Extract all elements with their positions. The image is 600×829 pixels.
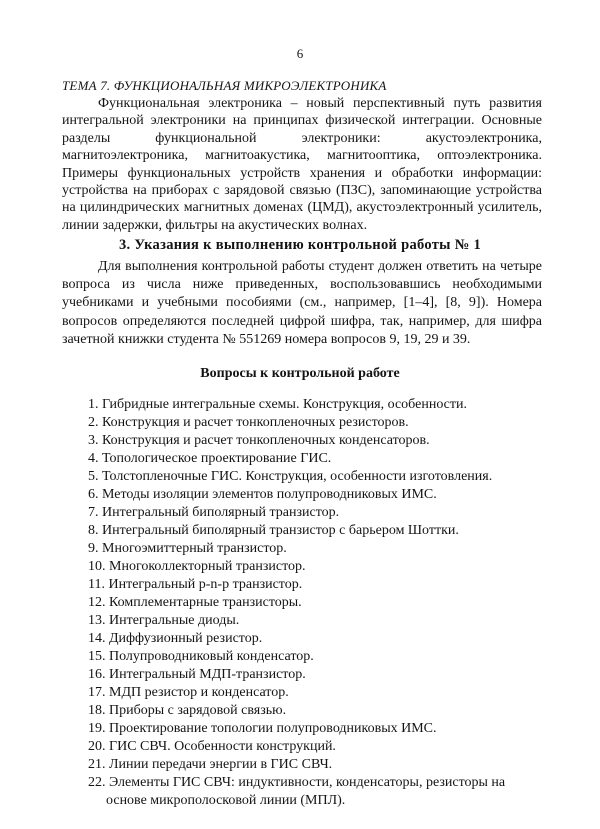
questions-list	[88, 396, 548, 810]
question-item: 4. Топологическое проектирование ГИС.	[88, 451, 332, 466]
question-item: 20. ГИС СВЧ. Особенности конструкций.	[88, 739, 336, 754]
question-item: 6. Методы изоляции элементов полупроводниковых ИМС.	[88, 487, 437, 502]
topic-paragraph: Функциональная электроника – новый перспективный путь развития интегральной электроники на принципах физической интеграции. Основные разделы функциональной электроники: акустоэлектроника, магнитоэлектроника, магнитоакустика, магнитооптика, оптоэлектроника. Примеры функциональных устройств хранения и обработки информации: устройства на приборах с зарядовой связью (ПЗС), запоминающие устройства на цилиндрических магнитных доменах (ЦМД), акустоэлектронный усилитель, линии задержки, фильтры на акустических волнах.	[62, 96, 542, 233]
question-item: 9. Многоэмиттерный транзистор.	[88, 541, 287, 556]
question-item: 3. Конструкция и расчет тонкопленочных конденсаторов.	[88, 433, 430, 448]
section-heading: 3. Указания к выполнению контрольной работы № 1	[118, 237, 482, 253]
question-item: 2. Конструкция и расчет тонкопленочных резисторов.	[88, 415, 409, 430]
question-item: 19. Проектирование топологии полупроводниковых ИМС.	[88, 721, 437, 736]
question-item: 14. Диффузионный резистор.	[88, 631, 263, 646]
question-item: 12. Комплементарные транзисторы.	[88, 595, 302, 610]
question-item: 10. Многоколлекторный транзистор.	[88, 559, 306, 574]
section-paragraph: Для выполнения контрольной работы студент должен ответить на четыре вопроса из числа ниже приведенных, воспользовавшись необходимыми учебниками и учебными пособиями (см., например, [1–4], [8, 9]). Номера вопросов определяются последней цифрой шифра, так, например, для шифра зачетной книжки студента № 551269 номера вопросов 9, 19, 29 и 39.	[62, 259, 542, 347]
question-item: 11. Интегральный p-n-p транзистор.	[88, 577, 303, 592]
topic-heading: ТЕМА 7. ФУНКЦИОНАЛЬНАЯ МИКРОЭЛЕКТРОНИКА	[62, 78, 387, 93]
page-number: 6	[296, 46, 304, 61]
question-item: 22. Элементы ГИС СВЧ: индуктивности, конденсаторы, резисторы на основе микрополосковой линии (МПЛ).	[88, 775, 506, 808]
question-item: 5. Толстопленочные ГИС. Конструкция, особенности изготовления.	[88, 469, 493, 484]
question-item: 7. Интегральный биполярный транзистор.	[88, 505, 340, 520]
question-item: 18. Приборы с зарядовой связью.	[88, 703, 287, 718]
questions-heading: Вопросы к контрольной работе	[200, 366, 400, 381]
question-item: 1. Гибридные интегральные схемы. Конструкция, особенности.	[88, 397, 467, 412]
question-item: 15. Полупроводниковый конденсатор.	[88, 649, 314, 664]
question-item: 13. Интегральные диоды.	[88, 613, 240, 628]
question-item: 21. Линии передачи энергии в ГИС СВЧ.	[88, 757, 333, 772]
question-item: 16. Интегральный МДП-транзистор.	[88, 667, 306, 682]
question-item: 8. Интегральный биполярный транзистор с барьером Шоттки.	[88, 523, 459, 538]
question-item: 17. МДП резистор и конденсатор.	[88, 685, 289, 700]
